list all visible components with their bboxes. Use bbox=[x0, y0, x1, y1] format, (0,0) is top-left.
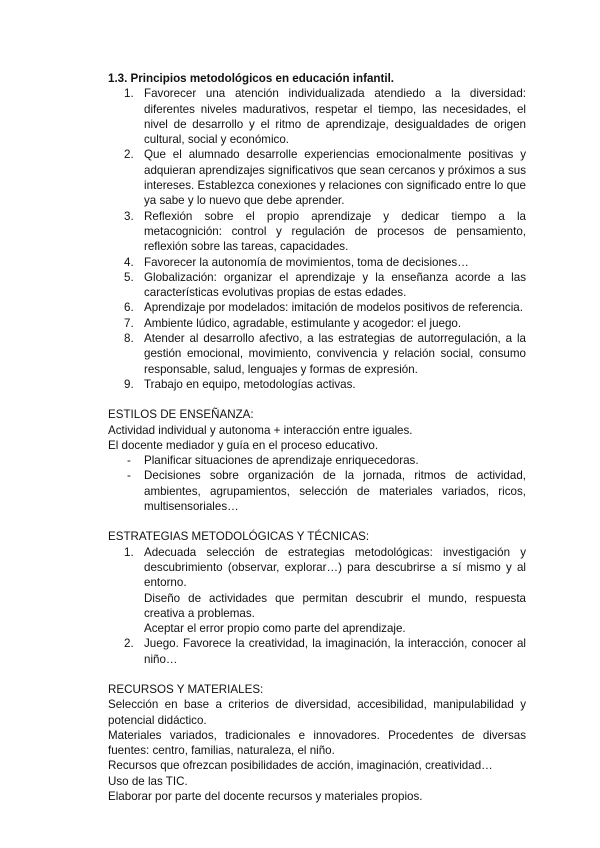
recursos-section bbox=[108, 682, 526, 804]
list-number: 5. bbox=[124, 270, 134, 284]
list-item-text: Decisiones sobre organización de la jornada, ritmos de actividad, ambientes, agrupamientos, selección de materiales variados, ricos, multisensoriales… bbox=[144, 469, 526, 514]
paragraph: El docente mediador y guía en el proceso educativo. bbox=[108, 438, 379, 452]
estilos-title: ESTILOS DE ENSEÑANZA: bbox=[108, 408, 254, 422]
list-item-text: Favorecer una atención individualizada atendiedo a la diversidad: diferentes niveles madurativos, respetar el tiempo, las necesidades, el nivel de desarrollo y el ritmo de aprendizaje, desigualdades de origen cultural, social y económico. bbox=[144, 87, 526, 147]
list-item-text: Aprendizaje por modelados: imitación de modelos positivos de referencia. bbox=[144, 301, 523, 315]
list-item bbox=[108, 316, 526, 331]
paragraph: Materiales variados, tradicionales e innovadores. Procedentes de diversas fuentes: centro, familias, naturaleza, el niño. bbox=[108, 728, 526, 758]
paragraph: Actividad individual y autonoma + interacción entre iguales. bbox=[108, 423, 413, 437]
list-item-text: Globalización: organizar el aprendizaje y la enseñanza acorde a las características evolutivas propias de estas edades. bbox=[144, 270, 526, 300]
estrategias-title: ESTRATEGIAS METODOLÓGICAS Y TÉCNICAS: bbox=[108, 530, 370, 544]
list-item bbox=[108, 377, 526, 392]
list-item bbox=[108, 636, 526, 667]
paragraph: Selección en base a criterios de diversidad, accesibilidad, manipulabilidad y potencial didáctico. bbox=[108, 698, 526, 727]
list-item bbox=[108, 300, 526, 315]
document-page bbox=[108, 71, 526, 804]
list-item-text: Juego. Favorece la creatividad, la imaginación, la interacción, conocer al niño… bbox=[144, 637, 526, 666]
list-item-text: Trabajo en equipo, metodologías activas. bbox=[144, 377, 356, 391]
dash-marker: - bbox=[127, 469, 131, 483]
list-item-text: Ambiente lúdico, agradable, estimulante y acogedor: el juego. bbox=[144, 316, 462, 330]
paragraph: Recursos que ofrezcan posibilidades de acción, imaginación, creatividad… bbox=[108, 759, 493, 773]
list-item bbox=[108, 147, 526, 208]
list-number: 1. bbox=[124, 87, 134, 101]
principles-list bbox=[108, 86, 526, 392]
sub-paragraph: Diseño de actividades que permitan descubrir el mundo, respuesta creativa a problemas. bbox=[144, 591, 526, 620]
estrategias-list bbox=[108, 545, 526, 667]
list-number: 9. bbox=[124, 377, 134, 391]
list-number: 1. bbox=[124, 545, 134, 559]
section-heading: 1.3. Principios metodológicos en educación infantil. bbox=[108, 72, 395, 85]
list-item bbox=[108, 453, 526, 468]
list-item bbox=[108, 545, 526, 637]
list-number: 8. bbox=[124, 332, 134, 346]
list-number: 2. bbox=[124, 148, 134, 162]
sub-paragraph: Aceptar el error propio como parte del aprendizaje. bbox=[144, 622, 406, 636]
list-item-text: Adecuada selección de estrategias metodológicas: investigación y descubrimiento (observar, explorar…) para descubrirse a sí mismo y al entorno. bbox=[144, 545, 526, 590]
list-item bbox=[108, 468, 526, 514]
list-item bbox=[108, 209, 526, 255]
dash-marker: - bbox=[127, 454, 131, 468]
paragraph: Uso de las TIC. bbox=[108, 774, 188, 788]
estilos-bullets bbox=[108, 453, 526, 514]
list-item bbox=[108, 255, 526, 270]
list-number: 2. bbox=[124, 637, 134, 651]
list-item bbox=[108, 86, 526, 147]
list-number: 7. bbox=[124, 316, 134, 330]
estilos-section bbox=[108, 407, 526, 514]
list-item-text: Reflexión sobre el propio aprendizaje y dedicar tiempo a la metacognición: control y regulación de procesos de pensamiento, reflexión sobre las tareas, capacidades. bbox=[144, 209, 526, 254]
list-item-text: Favorecer la autonomía de movimientos, toma de decisiones… bbox=[144, 255, 469, 269]
list-item bbox=[108, 331, 526, 377]
list-item-text: Que el alumnado desarrolle experiencias emocionalmente positivas y adquieran aprendizajes significativos que sean cercanos y próximos a sus intereses. Establezca conexiones y relaciones con significado entre lo que ya sabe y lo nuevo que debe aprender. bbox=[144, 148, 526, 208]
list-item-text: Atender al desarrollo afectivo, a las estrategias de autorregulación, a la gestión emocional, movimiento, convivencia y relación social, consumo responsable, salud, lenguajes y formas de expresión. bbox=[144, 332, 526, 376]
list-item bbox=[108, 270, 526, 301]
list-number: 4. bbox=[124, 255, 134, 269]
recursos-title: RECURSOS Y MATERIALES: bbox=[108, 682, 264, 696]
list-item-text: Planificar situaciones de aprendizaje enriquecedoras. bbox=[144, 454, 419, 468]
list-number: 3. bbox=[124, 209, 134, 223]
list-number: 6. bbox=[124, 301, 134, 315]
paragraph: Elaborar por parte del docente recursos y materiales propios. bbox=[108, 790, 423, 804]
estrategias-section bbox=[108, 529, 526, 667]
